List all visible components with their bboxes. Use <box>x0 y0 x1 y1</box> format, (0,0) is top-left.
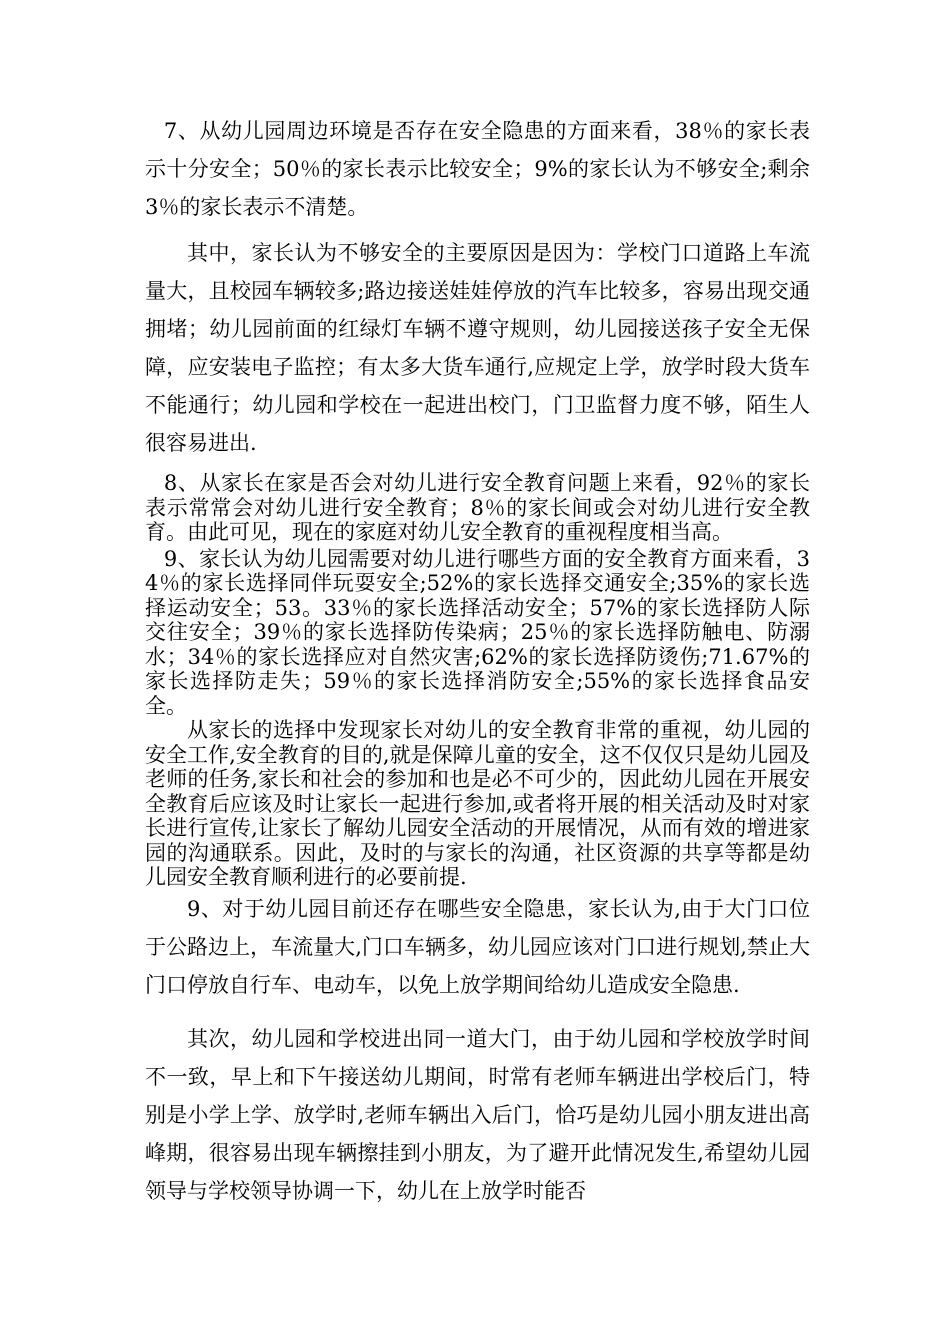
paragraph-unsafe-reasons: 其中，家长认为不够安全的主要原因是因为：学校门口道路上车流量大，且校园车辆较多;路边接送娃娃停放的汽车比较多，容易出现交通拥堵；幼儿园前面的红绿灯车辆不遵守规则，幼儿园接送孩子安全无保障，应安装电子监控；有太多大货车通行,应规定上学，放学时段大货车不能通行；幼儿园和学校在一起进出校门，门卫监督力度不够，陌生人很容易进出. <box>145 241 810 455</box>
paragraph-parent-choice-analysis: 从家长的选择中发现家长对幼儿的安全教育非常的重视，幼儿园的安全工作,安全教育的目的,就是保障儿童的安全，这不仅仅只是幼儿园及老师的任务,家长和社会的参加和也是必不可少的，因此幼儿园在开展安全教育后应该及时让家长一起进行参加,或者将开展的相关活动及时对家长进行宣传,让家长了解幼儿园安全活动的开展情况，从而有效的增进家园的沟通联系。因此，及时的与家长的沟通，社区资源的共享等都是幼儿园安全教育顺利进行的必要前提. <box>145 718 810 889</box>
paragraph-7-surroundings: 7、从幼儿园周边环境是否存在安全隐患的方面来看，38％的家长表示十分安全；50％的家长表示比较安全；9%的家长认为不够安全;剩余3％的家长表示不清楚。 <box>145 119 810 219</box>
paragraph-8-home-education: 8、从家长在家是否会对幼儿进行安全教育问题上来看，92％的家长表示常常会对幼儿进行安全教育；8％的家长间或会对幼儿进行安全教育。由此可见，现在的家庭对幼儿安全教育的重视程度相当高。 <box>145 471 810 544</box>
paragraph-9-education-topics: 9、家长认为幼儿园需要对幼儿进行哪些方面的安全教育方面来看，34％的家长选择同伴玩耍安全;52%的家长选择交通安全;35%的家长选择运动安全；53。33％的家长选择活动安全；57%的家长选择防人际交往安全；39％的家长选择防传染病；25％的家长选择防触电、防溺水；34％的家长选择应对自然灾害;62%的家长选择防烫伤;71.67%的家长选择防走失；59％的家长选择消防安全;55%的家长选择食品安全。 <box>145 546 810 718</box>
paragraph-shared-gate: 其次，幼儿园和学校进出同一道大门，由于幼儿园和学校放学时间不一致，早上和下午接送幼儿期间，时常有老师车辆进出学校后门，特别是小学上学、放学时,老师车辆出入后门，恰巧是幼儿园小朋友进出高峰期，很容易出现车辆擦挂到小朋友，为了避开此情况发生,希望幼儿园领导与学校领导协调一下，幼儿在上放学时能否 <box>145 1026 810 1203</box>
document-body <box>145 112 810 1210</box>
paragraph-9-safety-hazards: 9、对于幼儿园目前还存在哪些安全隐患，家长认为,由于大门口位于公路边上，车流量大,门口车辆多，幼儿园应该对门口进行规划,禁止大门口停放自行车、电动车，以免上放学期间给幼儿造成安全隐患. <box>145 896 810 997</box>
